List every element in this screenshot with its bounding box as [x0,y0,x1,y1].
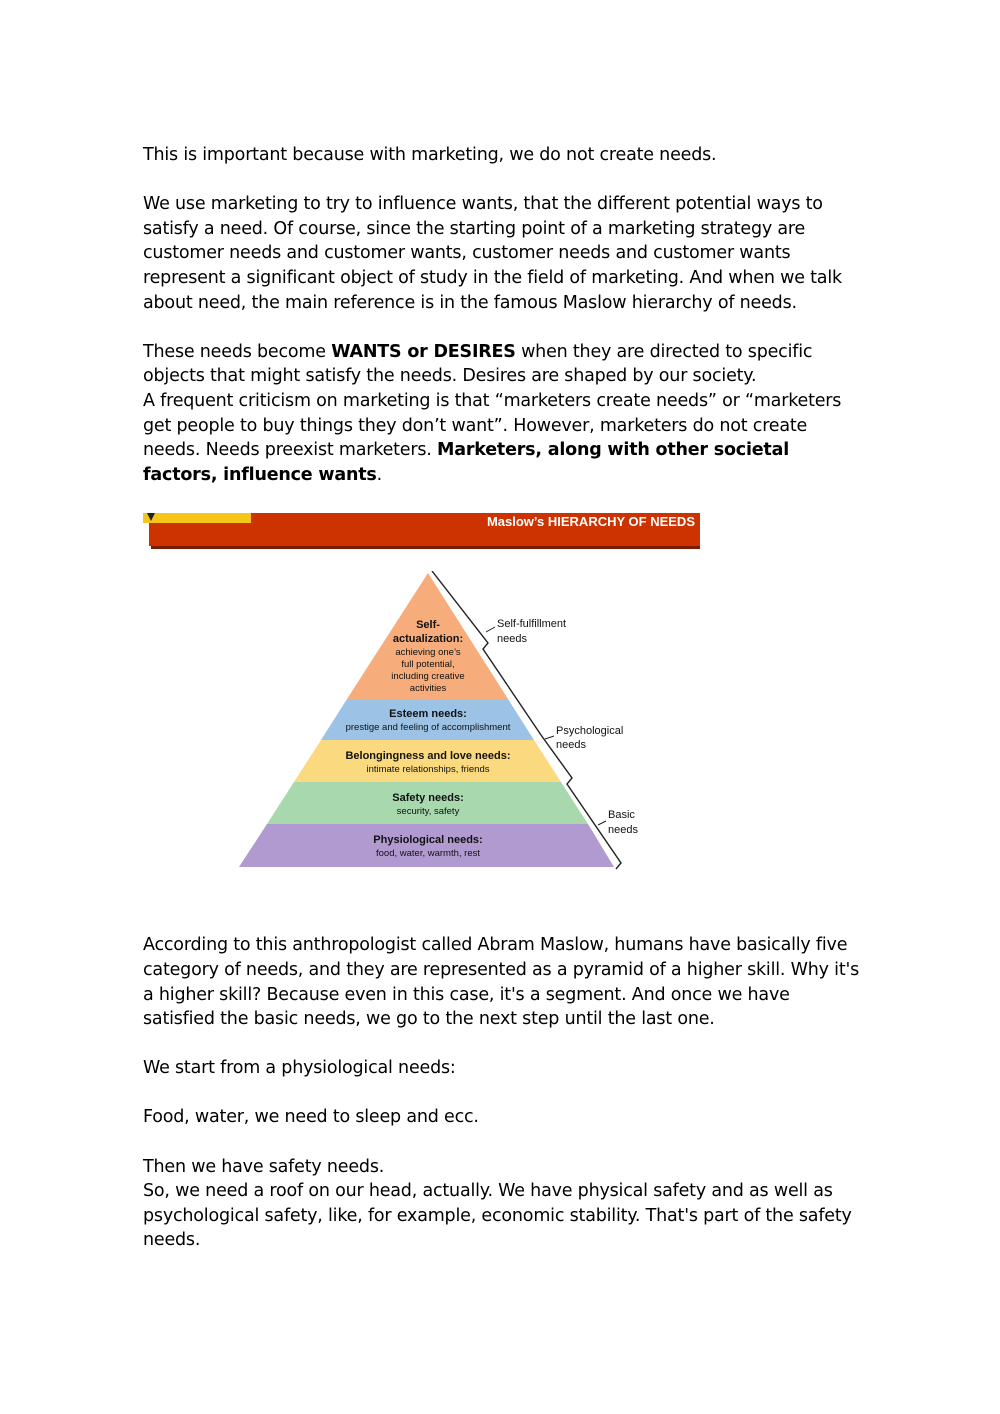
maslow-figure [143,513,859,905]
paragraph-safety: Then we have safety needs. [143,1156,385,1177]
group-label: needs [497,633,527,646]
paragraph-wants: We use marketing to try to influence wants, that the different potential ways to satisfy a need. Of course, since the starting point of a marketing strategy are customer needs and customer wants, customer needs and customer wants represent a significant object of study in the field of marketing. And when we talk about need, the main reference is in the famous Maslow hierarchy of needs. [143,194,842,313]
level-desc: full potential, [401,659,455,671]
paragraph-food: Food, water, we need to sleep and ecc. [143,1107,479,1128]
paragraph-desires: These needs become WANTS or DESIRES when they are directed to specific objects that might satisfy the needs. Desires are shaped by our society. [143,341,813,387]
paragraph-maslow: According to this anthropologist called Abram Maslow, humans have basically five category of needs, and they are represented as a pyramid of a higher skill. Why it's a higher skill? Because even in this case, it's a segment. And once we have satisfied the basic needs, we go to the next step until the last one. [143,935,860,1030]
level-title: Esteem needs: [389,708,467,721]
level-title: Safety needs: [392,792,464,805]
group-label: Psychological [556,725,624,738]
group-label: needs [608,824,638,837]
group-label: Basic [608,809,635,822]
level-title: Physiological needs: [373,834,483,847]
paragraph-roof: So, we need a roof on our head, actually. We have physical safety and as well as psychological safety, like, for example, economic stability. That's part of the safety needs. [143,1181,852,1251]
document-page [143,143,859,1253]
level-title: actualization: [392,633,464,646]
level-desc: activities [409,683,447,695]
level-title: Self- [416,619,440,632]
bold-influence-wants: Marketers, along with other societal factors, influence wants [143,440,790,485]
banner-title: Maslow’s HIERARCHY OF NEEDS [486,514,695,530]
level-desc: food, water, warmth, rest [375,848,481,860]
level-desc: including creative [391,671,465,683]
paragraph-intro: This is important because with marketing, we do not create needs. [143,145,717,165]
group-label: Self-fulfillment [497,618,567,631]
level-desc: achieving one’s [395,647,461,659]
paragraph-physiological: We start from a physiological needs: [143,1058,456,1079]
group-label: needs [556,739,586,752]
level-title: Belongingness and love needs: [345,750,511,763]
hierarchy-pyramid [231,571,651,883]
level-desc: security, safety [396,806,460,818]
paragraph-criticism: A frequent criticism on marketing is that “marketers create needs” or “marketers get people to buy things they don’t want”. However, marketers do not create needs. Needs preexist marketers. Marketers, along with other societal factors, influence wants. [143,390,842,485]
figure-banner [143,513,700,549]
level-desc: prestige and feeling of accomplishment [345,722,511,734]
bold-wants-desires: WANTS or DESIRES [331,341,516,362]
level-desc: intimate relationships, friends [366,764,490,776]
